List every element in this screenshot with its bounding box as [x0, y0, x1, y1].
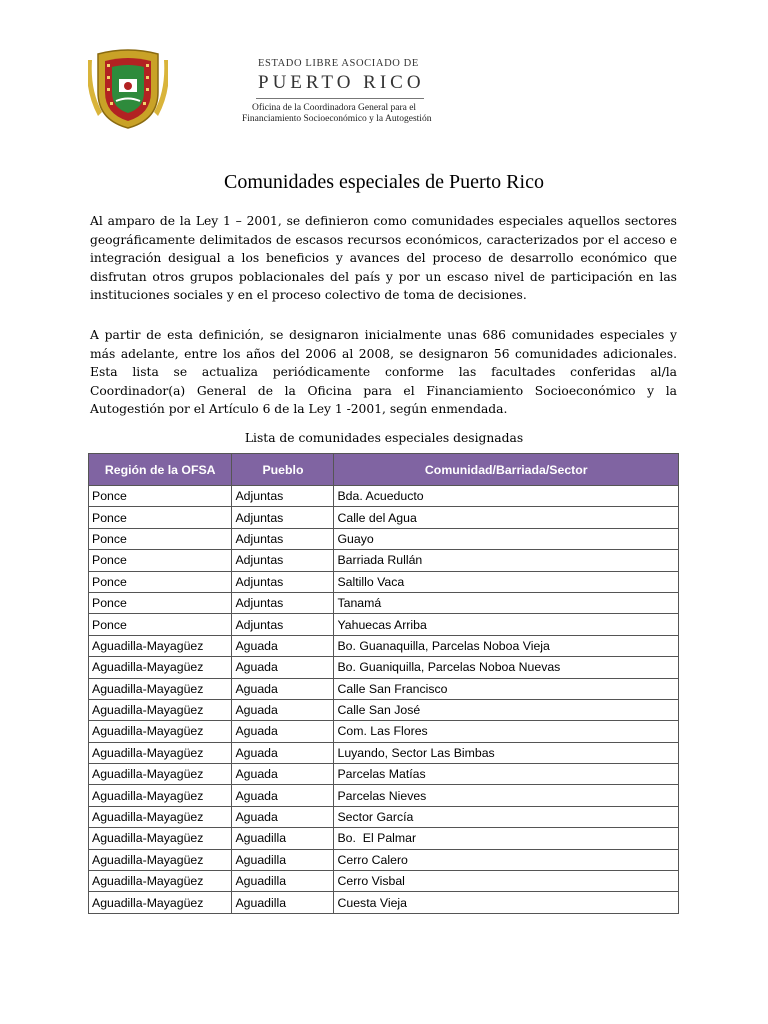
table-row — [89, 486, 679, 507]
table-row — [89, 742, 679, 763]
cell-comunidad: Bo. Guanaquilla, Parcelas Noboa Vieja — [334, 635, 679, 656]
cell-comunidad: Luyando, Sector Las Bimbas — [334, 742, 679, 763]
table-row — [89, 849, 679, 870]
cell-pueblo: Aguada — [232, 635, 334, 656]
table-row — [89, 507, 679, 528]
cell-comunidad: Parcelas Nieves — [334, 785, 679, 806]
column-header-comunidad: Comunidad/Barriada/Sector — [334, 454, 679, 486]
cell-region: Aguadilla-Mayagüez — [89, 721, 232, 742]
cell-region: Ponce — [89, 614, 232, 635]
column-header-region: Región de la OFSA — [89, 454, 232, 486]
cell-pueblo: Aguada — [232, 721, 334, 742]
cell-region: Aguadilla-Mayagüez — [89, 742, 232, 763]
cell-comunidad: Bo. El Palmar — [334, 828, 679, 849]
cell-pueblo: Aguada — [232, 699, 334, 720]
cell-pueblo: Adjuntas — [232, 592, 334, 613]
table-row — [89, 592, 679, 613]
cell-region: Aguadilla-Mayagüez — [89, 678, 232, 699]
cell-pueblo: Aguadilla — [232, 871, 334, 892]
document-title: Comunidades especiales de Puerto Rico — [224, 171, 544, 193]
table-row — [89, 721, 679, 742]
paragraph-definition: Al amparo de la Ley 1 – 2001, se definieron como comunidades especiales aquellos sectores geográficamente delimitados de escasos recursos económicos, caracterizados por el acceso e integración desigual a los beneficios y avances del proceso de desarrollo económico que disfrutan otros grupos poblacionales del país y por un escaso nivel de participación en las instituciones sociales y en el proceso colectivo de toma de decisiones. — [90, 214, 677, 302]
letterhead-line-4: Financiamiento Socioeconómico y la Autogestión — [242, 114, 432, 124]
cell-region: Ponce — [89, 507, 232, 528]
cell-region: Aguadilla-Mayagüez — [89, 892, 232, 913]
column-header-pueblo: Pueblo — [232, 454, 334, 486]
table-row — [89, 828, 679, 849]
table-header-row — [89, 454, 679, 486]
cell-region: Aguadilla-Mayagüez — [89, 699, 232, 720]
table-row — [89, 550, 679, 571]
table-row — [89, 806, 679, 827]
table-caption: Lista de comunidades especiales designadas — [244, 431, 524, 445]
cell-comunidad: Guayo — [334, 528, 679, 549]
cell-pueblo: Aguada — [232, 657, 334, 678]
cell-pueblo: Aguadilla — [232, 849, 334, 870]
cell-comunidad: Bda. Acueducto — [334, 486, 679, 507]
cell-region: Ponce — [89, 571, 232, 592]
table-body — [89, 486, 679, 914]
cell-region: Aguadilla-Mayagüez — [89, 635, 232, 656]
cell-comunidad: Saltillo Vaca — [334, 571, 679, 592]
cell-comunidad: Parcelas Matías — [334, 764, 679, 785]
cell-comunidad: Sector García — [334, 806, 679, 827]
letterhead-line-2: PUERTO RICO — [258, 72, 425, 93]
cell-comunidad: Com. Las Flores — [334, 721, 679, 742]
cell-comunidad: Calle San José — [334, 699, 679, 720]
cell-region: Aguadilla-Mayagüez — [89, 849, 232, 870]
cell-comunidad: Calle San Francisco — [334, 678, 679, 699]
cell-comunidad: Tanamá — [334, 592, 679, 613]
cell-comunidad: Cuesta Vieja — [334, 892, 679, 913]
cell-region: Ponce — [89, 528, 232, 549]
cell-region: Aguadilla-Mayagüez — [89, 785, 232, 806]
cell-region: Aguadilla-Mayagüez — [89, 828, 232, 849]
table-row — [89, 678, 679, 699]
cell-pueblo: Adjuntas — [232, 486, 334, 507]
letterhead-line-3: Oficina de la Coordinadora General para el — [252, 103, 417, 113]
cell-pueblo: Adjuntas — [232, 550, 334, 571]
table-row — [89, 892, 679, 913]
table-row — [89, 785, 679, 806]
table-row — [89, 871, 679, 892]
table-row — [89, 528, 679, 549]
cell-pueblo: Aguada — [232, 678, 334, 699]
cell-pueblo: Aguada — [232, 742, 334, 763]
paragraph-designation: A partir de esta definición, se designaron inicialmente unas 686 comunidades especiales y más adelante, entre los años del 2006 al 2008, se designaron 56 comunidades adicionales. Esta lista se actualiza periódicamente conforme las facultades conferidas al/la Coordinador(a) General de la Oficina para el Financiamiento Socioeconómico y la Autogestión por el Artículo 6 de la Ley 1 -2001, según enmendada. — [90, 328, 677, 416]
puerto-rico-seal-icon — [88, 46, 168, 130]
cell-pueblo: Aguada — [232, 806, 334, 827]
cell-pueblo: Aguadilla — [232, 828, 334, 849]
cell-region: Aguadilla-Mayagüez — [89, 764, 232, 785]
cell-pueblo: Aguada — [232, 785, 334, 806]
table-row — [89, 614, 679, 635]
cell-pueblo: Aguadilla — [232, 892, 334, 913]
cell-comunidad: Barriada Rullán — [334, 550, 679, 571]
cell-region: Aguadilla-Mayagüez — [89, 871, 232, 892]
cell-comunidad: Yahuecas Arriba — [334, 614, 679, 635]
cell-region: Aguadilla-Mayagüez — [89, 657, 232, 678]
table-row — [89, 699, 679, 720]
cell-region: Ponce — [89, 486, 232, 507]
communities-table — [88, 453, 679, 914]
cell-pueblo: Adjuntas — [232, 507, 334, 528]
letterhead-line-1: ESTADO LIBRE ASOCIADO DE — [258, 58, 419, 69]
cell-region: Aguadilla-Mayagüez — [89, 806, 232, 827]
cell-pueblo: Adjuntas — [232, 571, 334, 592]
letterhead — [88, 46, 432, 136]
letterhead-divider — [256, 98, 424, 99]
cell-comunidad: Cerro Visbal — [334, 871, 679, 892]
cell-region: Ponce — [89, 550, 232, 571]
table-row — [89, 657, 679, 678]
cell-pueblo: Adjuntas — [232, 614, 334, 635]
cell-pueblo: Adjuntas — [232, 528, 334, 549]
table-row — [89, 764, 679, 785]
table-row — [89, 571, 679, 592]
cell-comunidad: Cerro Calero — [334, 849, 679, 870]
cell-comunidad: Calle del Agua — [334, 507, 679, 528]
table-row — [89, 635, 679, 656]
cell-pueblo: Aguada — [232, 764, 334, 785]
cell-region: Ponce — [89, 592, 232, 613]
cell-comunidad: Bo. Guaniquilla, Parcelas Noboa Nuevas — [334, 657, 679, 678]
